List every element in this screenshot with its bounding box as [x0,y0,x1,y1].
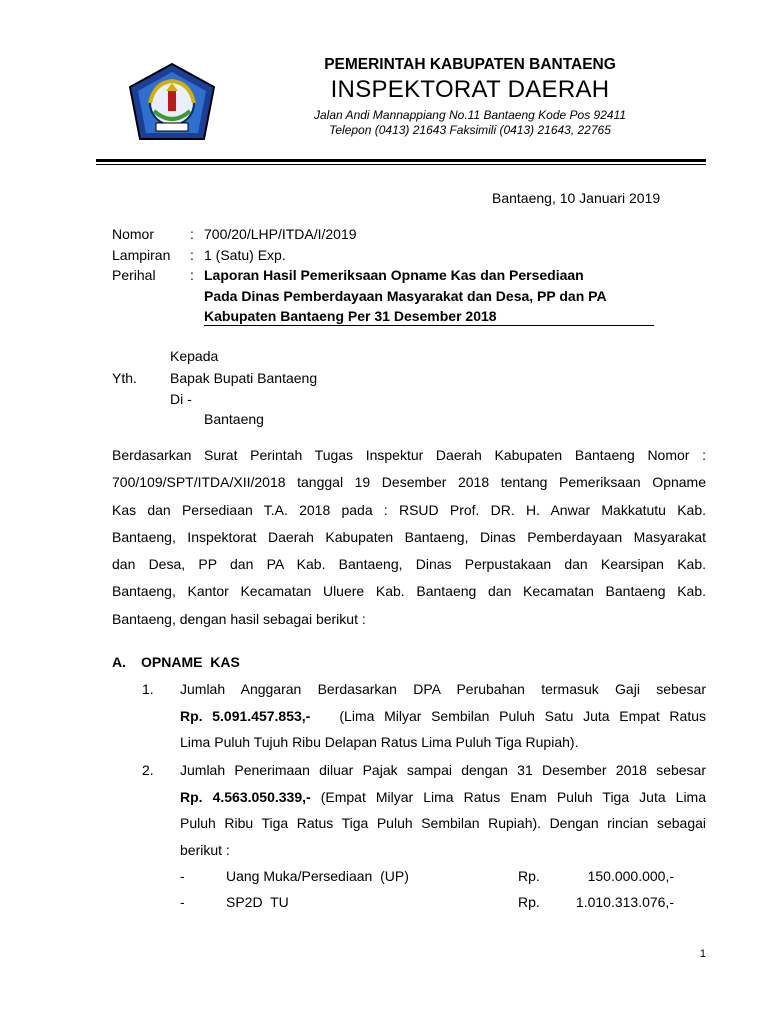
item1-amount: Rp. 5.091.457.853,- [180,707,311,724]
rincian-dash: - [180,868,185,884]
item2-line: Jumlah Penerimaan diluar Pajak sampai dengan 31 Desember 2018 sebesar [180,762,706,778]
item2-amount: Rp. 4.563.050.339,- [180,788,311,805]
meta-sep: : [190,226,194,242]
perihal-underline [204,325,654,326]
item2-number: 2. [142,762,154,778]
recipient-place: Bantaeng [204,411,264,427]
rincian-value: 1.010.313.076,- [575,894,674,910]
letter-date: Bantaeng, 10 Januari 2019 [492,190,661,206]
item1-amount-words: (Lima Milyar Sembilan Puluh Satu Juta Empat Ratus [339,707,706,724]
intro-line: Berdasarkan Surat Perintah Tugas Inspektur Daerah Kabupaten Bantaeng Nomor : [112,447,706,463]
letterhead-divider-thin [96,164,706,165]
recipient-kepada: Kepada [170,348,219,364]
rincian-currency: Rp. [518,894,540,910]
page-number: 1 [699,948,706,960]
intro-line: 700/109/SPT/ITDA/XII/2018 tanggal 19 Desember 2018 tentang Pemeriksaan Opname [112,474,706,491]
rincian-label: Uang Muka/Persediaan (UP) [226,868,409,884]
meta-sep: : [190,267,194,283]
perihal-line-3: Kabupaten Bantaeng Per 31 Desember 2018 [204,308,497,324]
letterhead-phone: Telepon (0413) 21643 Faksimili (0413) 21643, 22765 [329,123,611,137]
regency-logo [126,61,218,145]
section-a-letter: A. [112,654,126,670]
item2-amount-words: (Empat Milyar Lima Ratus Enam Puluh Tiga Juta Lima [320,788,707,805]
letterhead-divider [96,159,706,162]
rincian-currency: Rp. [518,868,540,884]
letterhead-government: PEMERINTAH KABUPATEN BANTAENG [324,56,616,73]
intro-line: dan Desa, PP dan PA Kab. Bantaeng, Dinas Perpustakaan dan Kearsipan Kab. [112,556,706,573]
item2-text [180,757,706,864]
item1-line [180,703,706,730]
meta-value-nomor: 700/20/LHP/ITDA/I/2019 [204,226,357,242]
intro-line: Bantaeng, Kantor Kecamatan Uluere Kab. Bantaeng dan Kecamatan Bantaeng Kab. [112,583,706,600]
rincian-value: 150.000.000,- [587,868,674,884]
meta-label-perihal: Perihal [112,267,156,283]
section-a-title: OPNAME KAS [141,654,240,670]
item2-line [180,784,706,811]
intro-line: Kas dan Persediaan T.A. 2018 pada : RSUD Prof. DR. H. Anwar Makkatutu Kab. [112,501,706,518]
meta-label-nomor: Nomor [112,226,155,242]
meta-value-perihal: Laporan Hasil Pemeriksaan Opname Kas dan Persediaan [204,267,584,283]
meta-label-lampiran: Lampiran [112,247,171,263]
item2-line: Puluh Ribu Tiga Ratus Tiga Puluh Sembilan Rupiah). Dengan rincian sebagai [180,815,706,832]
item1-number: 1. [142,681,154,697]
item2-line: berikut : [180,842,230,859]
rincian-label: SP2D TU [226,894,289,910]
recipient-di: Di - [170,391,192,407]
meta-sep: : [190,247,194,263]
item1-line: Lima Puluh Tujuh Ribu Delapan Ratus Lima Puluh Tiga Rupiah). [180,734,579,751]
item1-line: Jumlah Anggaran Berdasarkan DPA Perubahan termasuk Gaji sebesar [180,681,706,697]
recipient-yth: Yth. [112,370,137,386]
recipient-name: Bapak Bupati Bantaeng [170,370,318,386]
letterhead-office: INSPEKTORAT DAERAH [330,76,610,103]
intro-line: Bantaeng, dengan hasil sebagai berikut : [112,610,366,627]
letterhead-address: Jalan Andi Mannappiang No.11 Bantaeng Kode Pos 92411 [313,108,627,122]
item1-text [180,676,706,756]
rincian-dash: - [180,894,185,910]
intro-line: Bantaeng, Inspektorat Daerah Kabupaten Bantaeng, Dinas Pemberdayaan Masyarakat [112,528,706,545]
meta-value-lampiran: 1 (Satu) Exp. [204,247,286,263]
perihal-line-2: Pada Dinas Pemberdayaan Masyarakat dan Desa, PP dan PA [204,288,607,304]
intro-paragraph [112,442,706,633]
